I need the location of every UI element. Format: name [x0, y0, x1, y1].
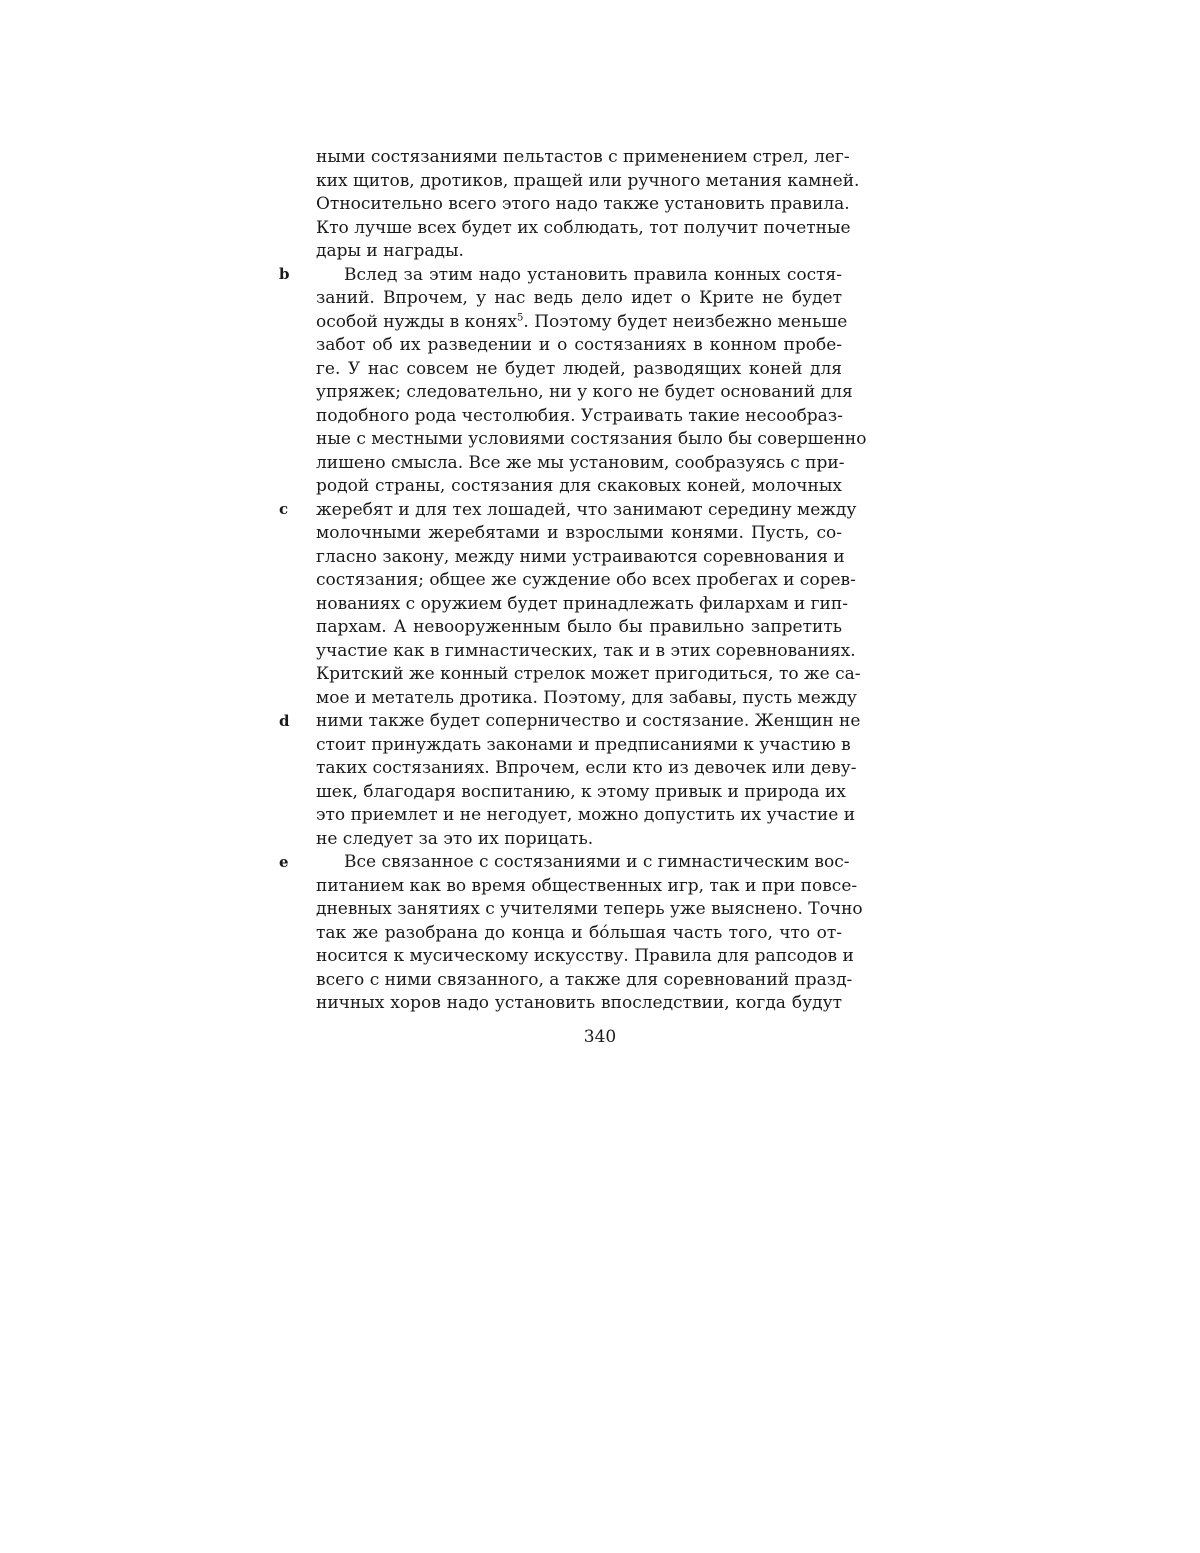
paragraph-1	[316, 146, 860, 264]
text-line: упряжек; следовательно, ни у кого не будет оснований для	[316, 382, 853, 402]
paragraph-2	[316, 264, 867, 852]
text-segment: . Поэтому будет неизбежно меньше	[523, 311, 848, 332]
margin-marker-b: b	[279, 265, 290, 283]
text-line: ными состязаниями пельтастов с применением стрел, лег-	[316, 147, 850, 167]
margin-marker-e: e	[279, 853, 289, 871]
body-text	[316, 146, 867, 1016]
text-line: ные с местными условиями состязания было бы совершенно	[316, 429, 867, 449]
text-line-with-footnote	[316, 311, 848, 335]
text-line: лишено смысла. Все же мы установим, сообразуясь с при-	[316, 452, 845, 473]
text-line: шек, благодаря воспитанию, к этому привык и природа их	[316, 781, 846, 802]
text-line: ге. У нас совсем не будет людей, разводящих коней для	[316, 358, 842, 379]
text-line: таких состязаниях. Впрочем, если кто из девочек или деву-	[316, 758, 857, 778]
text-line: не следует за это их порицать.	[316, 828, 594, 849]
text-line: состязания; общее же суждение обо всех пробегах и сорев-	[316, 570, 856, 590]
text-line: питанием как во время общественных игр, так и при повсе-	[316, 875, 858, 896]
text-line: ними также будет соперничество и состязание. Женщин не	[316, 711, 861, 731]
text-line: так же разобрана до конца и бо́льшая часть того, что от-	[316, 922, 842, 943]
text-line: дары и награды.	[316, 241, 464, 261]
text-line: носится к мусическому искусству. Правила для рапсодов и	[316, 946, 854, 966]
text-line: подобного рода честолюбия. Устраивать такие несообраз-	[316, 405, 843, 426]
text-line: всего с ними связанного, а также для соревнований празд-	[316, 969, 853, 990]
text-line: ничных хоров надо установить впоследствии, когда будут	[316, 993, 842, 1013]
text-line: мое и метатель дротика. Поэтому, для забавы, пусть между	[316, 687, 857, 708]
text-line: дневных занятиях с учителями теперь уже выяснено. Точно	[316, 899, 863, 919]
text-line: гласно закону, между ними устраиваются соревнования и	[316, 546, 845, 567]
text-line: участие как в гимнастических, так и в этих соревнованиях.	[316, 640, 856, 661]
text-line: Кто лучше всех будет их соблюдать, тот получит почетные	[316, 217, 851, 238]
margin-marker-c: c	[279, 500, 289, 518]
text-line: жеребят и для тех лошадей, что занимают середину между	[316, 499, 857, 520]
text-segment: особой нужды в конях	[316, 311, 518, 332]
text-line: родой страны, состязания для скаковых коней, молочных	[316, 476, 842, 496]
text-line: стоит принуждать законами и предписаниями к участию в	[316, 734, 851, 755]
text-line: пархам. А невооруженным было бы правильно запретить	[316, 617, 842, 637]
text-line: Критский же конный стрелок может пригодиться, то же са-	[316, 664, 861, 684]
text-line: нованиях с оружием будет принадлежать филархам и гип-	[316, 593, 848, 614]
text-line: это приемлет и не негодует, можно допустить их участие и	[316, 805, 856, 825]
text-line: Вслед за этим надо установить правила конных состя-	[344, 264, 842, 285]
text-line: молочными жеребятами и взрослыми конями. Пусть, со-	[316, 523, 842, 543]
page-number: 340	[583, 1027, 617, 1047]
text-line: Относительно всего этого надо также установить правила.	[316, 194, 850, 214]
text-line: Все связанное с состязаниями и с гимнастическим вос-	[344, 852, 850, 872]
footnote-reference[interactable]: 5	[517, 311, 524, 323]
text-line: заний. Впрочем, у нас ведь дело идет о Крите не будет	[316, 288, 842, 308]
paragraph-3	[316, 851, 863, 1016]
margin-marker-d: d	[279, 712, 290, 730]
text-line: забот об их разведении и о состязаниях в конном пробе-	[316, 335, 842, 355]
text-line: ких щитов, дротиков, пращей или ручного метания камней.	[316, 170, 860, 191]
